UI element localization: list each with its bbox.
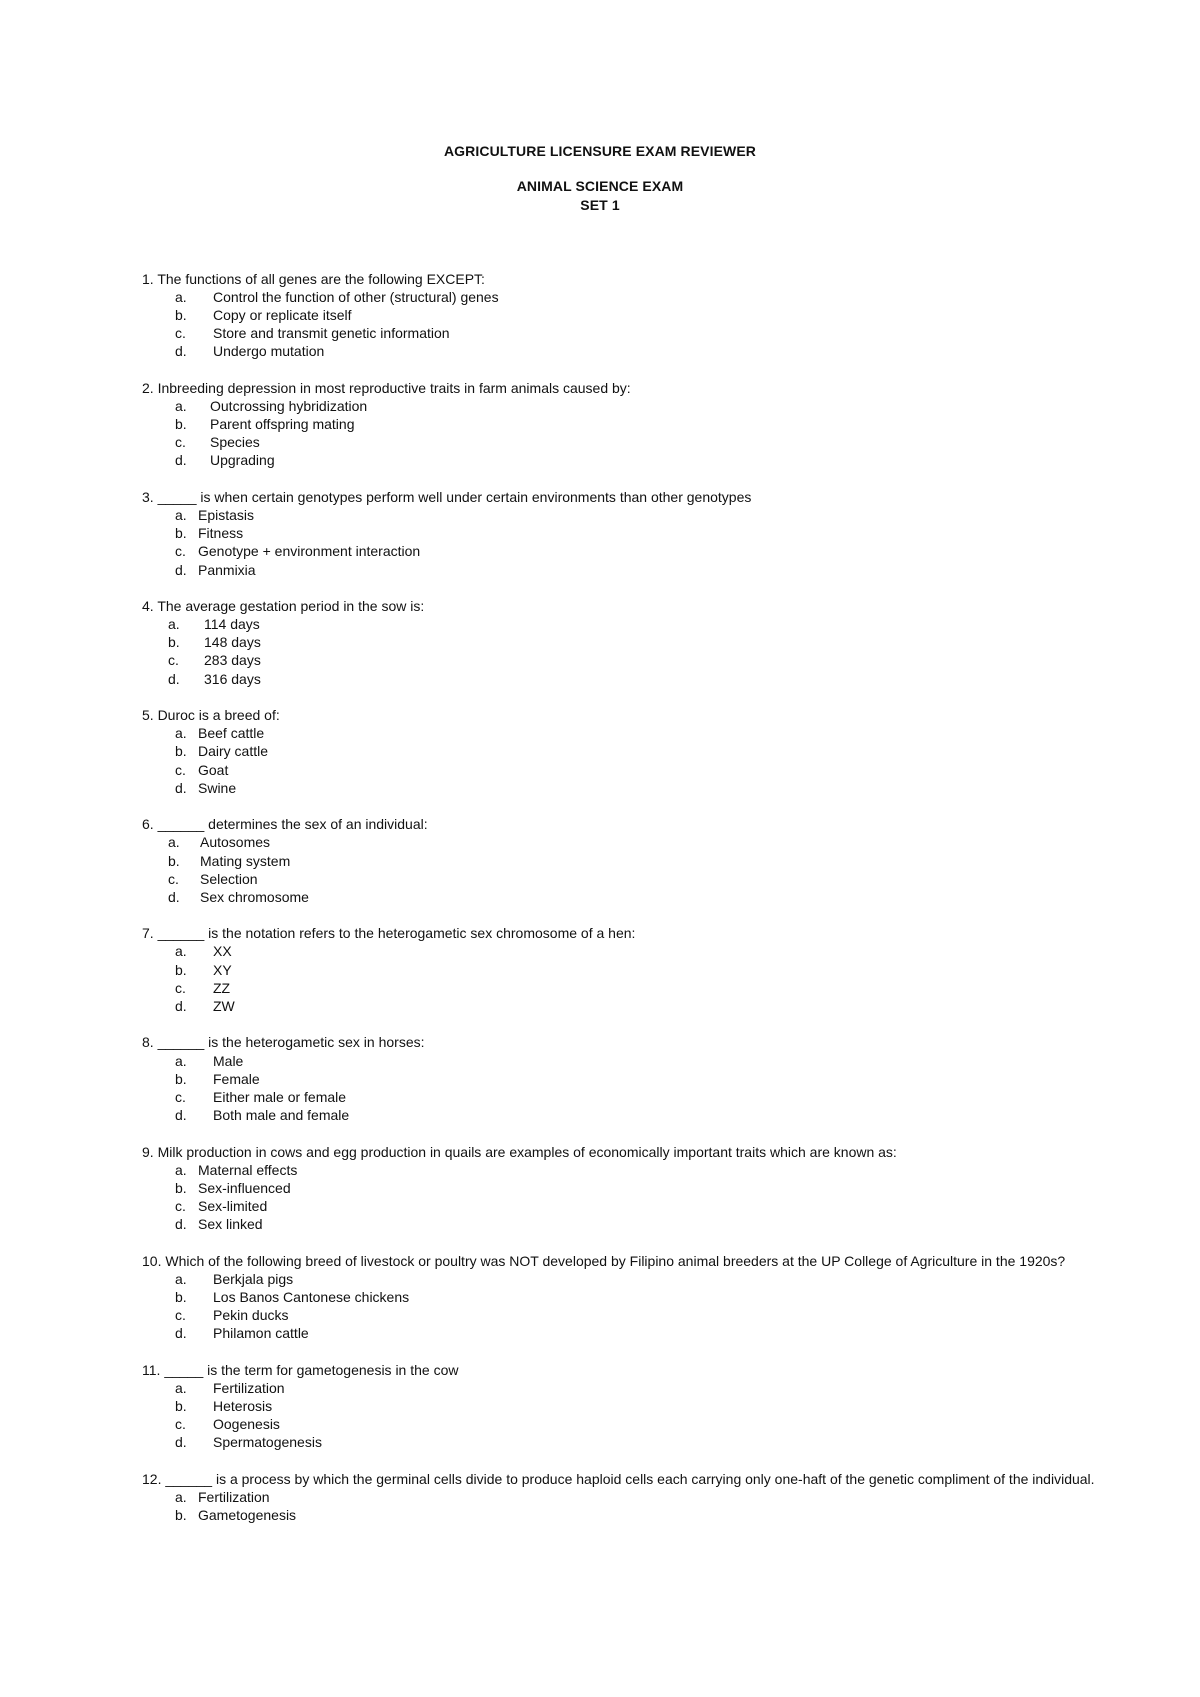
option-letter: a. [175, 1161, 187, 1178]
option-text: XY [213, 961, 232, 978]
option-text: Autosomes [200, 834, 271, 851]
answer-option [0, 1324, 1200, 1342]
option-text: Outcrossing hybridization [210, 398, 368, 415]
option-text: Fitness [198, 525, 244, 542]
question-item [0, 1033, 1200, 1123]
answer-option [0, 724, 1200, 742]
option-text: Either male or female [213, 1088, 347, 1105]
option-text: Dairy cattle [198, 743, 269, 760]
question-stem: 11. _____ is the term for gametogenesis in the cow [142, 1361, 459, 1378]
answer-option [0, 779, 1200, 797]
option-letter: c. [175, 1306, 186, 1323]
option-text: Epistasis [198, 507, 255, 524]
answer-option [0, 1106, 1200, 1124]
option-text: Upgrading [210, 452, 275, 469]
answer-option [0, 1197, 1200, 1215]
option-text: 148 days [204, 634, 261, 651]
option-text: Swine [198, 779, 237, 796]
question-item [0, 1470, 1200, 1524]
option-text: Mating system [200, 852, 291, 869]
option-letter: a. [175, 398, 187, 415]
option-letter: c. [175, 1415, 186, 1432]
option-letter: d. [175, 1215, 187, 1232]
option-text: Genotype + environment interaction [198, 543, 421, 560]
option-letter: a. [175, 507, 187, 524]
question-item [0, 924, 1200, 1014]
option-text: Selection [200, 870, 258, 887]
answer-option [0, 942, 1200, 960]
option-text: Copy or replicate itself [213, 307, 352, 324]
option-letter: a. [175, 1488, 187, 1505]
option-letter: b. [175, 961, 187, 978]
option-letter: d. [168, 888, 180, 905]
option-text: Both male and female [213, 1106, 350, 1123]
answer-option [0, 1488, 1200, 1506]
answer-option [0, 342, 1200, 360]
option-letter: c. [168, 870, 179, 887]
answer-option [0, 615, 1200, 633]
answer-option [0, 1379, 1200, 1397]
answer-option [0, 451, 1200, 469]
answer-option [0, 415, 1200, 433]
option-letter: b. [175, 1070, 187, 1087]
option-text: Philamon cattle [213, 1324, 309, 1341]
option-letter: c. [175, 1088, 186, 1105]
answer-option [0, 1270, 1200, 1288]
option-text: Sex chromosome [200, 888, 309, 905]
question-stem: 10. Which of the following breed of livestock or poultry was NOT developed by Filipino animal breeders at the UP College of Agriculture in the 1920s? [142, 1252, 1066, 1269]
option-letter: b. [175, 525, 187, 542]
answer-option [0, 742, 1200, 760]
question-stem: 7. ______ is the notation refers to the heterogametic sex chromosome of a hen: [142, 925, 636, 942]
answer-option [0, 997, 1200, 1015]
question-stem: 8. ______ is the heterogametic sex in horses: [142, 1034, 425, 1051]
answer-option [0, 1052, 1200, 1070]
question-list [0, 270, 1200, 1543]
option-text: Panmixia [198, 561, 256, 578]
option-text: Undergo mutation [213, 343, 325, 360]
option-letter: b. [175, 1506, 187, 1523]
answer-option [0, 670, 1200, 688]
option-text: Male [213, 1052, 244, 1069]
option-text: Heterosis [213, 1397, 273, 1414]
option-letter: c. [175, 434, 186, 451]
option-text: Parent offspring mating [210, 416, 355, 433]
option-text: Species [210, 434, 260, 451]
option-letter: b. [168, 634, 180, 651]
option-letter: c. [168, 652, 179, 669]
option-text: Berkjala pigs [213, 1270, 294, 1287]
question-stem: 2. Inbreeding depression in most reproductive traits in farm animals caused by: [142, 380, 631, 397]
option-letter: a. [175, 1270, 187, 1287]
option-text: 114 days [204, 616, 260, 633]
answer-option [0, 1179, 1200, 1197]
option-text: Control the function of other (structural) genes [213, 289, 499, 306]
option-text: ZZ [213, 979, 231, 996]
question-item [0, 597, 1200, 687]
option-text: Spermatogenesis [213, 1434, 322, 1450]
option-letter: d. [175, 1434, 187, 1450]
answer-option [0, 761, 1200, 779]
question-stem: 4. The average gestation period in the sow is: [142, 598, 425, 615]
question-item [0, 706, 1200, 796]
answer-option [0, 961, 1200, 979]
answer-option [0, 288, 1200, 306]
question-item [0, 488, 1200, 578]
question-stem: 3. _____ is when certain genotypes perform well under certain environments than other genotypes [142, 489, 752, 506]
option-text: Female [213, 1070, 260, 1087]
option-text: Fertilization [213, 1379, 285, 1396]
option-text: 283 days [204, 652, 261, 669]
option-text: Sex linked [198, 1215, 263, 1232]
option-letter: a. [175, 725, 187, 742]
answer-option [0, 1506, 1200, 1524]
option-text: Maternal effects [198, 1161, 298, 1178]
option-text: Fertilization [198, 1488, 270, 1505]
question-stem: 6. ______ determines the sex of an individual: [142, 816, 428, 833]
option-text: Oogenesis [213, 1415, 280, 1432]
answer-option [0, 1306, 1200, 1324]
answer-option [0, 1215, 1200, 1233]
answer-option [0, 433, 1200, 451]
option-letter: b. [175, 1179, 187, 1196]
option-letter: d. [175, 1106, 187, 1123]
option-text: Store and transmit genetic information [213, 325, 450, 342]
answer-option [0, 506, 1200, 524]
option-letter: d. [175, 997, 187, 1014]
option-letter: b. [168, 852, 180, 869]
option-letter: d. [175, 1324, 187, 1341]
option-letter: c. [175, 325, 186, 342]
option-letter: d. [175, 561, 187, 578]
option-letter: b. [175, 1288, 187, 1305]
answer-option [0, 633, 1200, 651]
option-letter: b. [175, 743, 187, 760]
option-letter: d. [175, 343, 187, 360]
answer-option [0, 870, 1200, 888]
answer-option [0, 1088, 1200, 1106]
option-text: Beef cattle [198, 725, 265, 742]
question-item [0, 1361, 1200, 1451]
option-text: Gametogenesis [198, 1506, 297, 1523]
answer-option [0, 1070, 1200, 1088]
option-text: Los Banos Cantonese chickens [213, 1288, 410, 1305]
option-letter: c. [175, 761, 186, 778]
option-letter: a. [175, 1052, 187, 1069]
option-letter: b. [175, 1397, 187, 1414]
option-letter: a. [168, 834, 180, 851]
question-item [0, 379, 1200, 469]
option-text: Goat [198, 761, 229, 778]
question-item [0, 815, 1200, 905]
option-letter: d. [175, 452, 187, 469]
answer-option [0, 397, 1200, 415]
option-text: Sex-influenced [198, 1179, 291, 1196]
answer-option [0, 1288, 1200, 1306]
set-label: SET 1 [580, 197, 620, 213]
answer-option [0, 324, 1200, 342]
option-letter: a. [175, 289, 187, 306]
option-text: Sex-limited [198, 1197, 268, 1214]
answer-option [0, 561, 1200, 579]
answer-option [0, 852, 1200, 870]
answer-option [0, 979, 1200, 997]
question-item [0, 1143, 1200, 1233]
document-title: AGRICULTURE LICENSURE EXAM REVIEWER [443, 143, 757, 159]
option-text: 316 days [204, 670, 261, 687]
option-letter: a. [175, 943, 187, 960]
option-letter: c. [175, 979, 186, 996]
answer-option [0, 1161, 1200, 1179]
question-item [0, 1252, 1200, 1342]
answer-option [0, 1397, 1200, 1415]
option-letter: b. [175, 307, 187, 324]
option-text: ZW [213, 997, 235, 1014]
answer-option [0, 1433, 1200, 1451]
option-letter: a. [168, 616, 180, 633]
option-letter: c. [175, 1197, 186, 1214]
question-stem: 9. Milk production in cows and egg production in quails are examples of economically important traits which are known as: [142, 1143, 897, 1160]
option-text: XX [213, 943, 232, 960]
question-item [0, 270, 1200, 360]
answer-option [0, 833, 1200, 851]
answer-option [0, 1415, 1200, 1433]
option-letter: b. [175, 416, 187, 433]
answer-option [0, 306, 1200, 324]
option-letter: a. [175, 1379, 187, 1396]
option-letter: d. [168, 670, 180, 687]
answer-option [0, 542, 1200, 560]
answer-option [0, 888, 1200, 906]
option-text: Pekin ducks [213, 1306, 289, 1323]
exam-subtitle: ANIMAL SCIENCE EXAM [516, 178, 684, 194]
question-stem: 12. ______ is a process by which the germinal cells divide to produce haploid cells each carrying only one-haft of the genetic compliment of the individual. [142, 1470, 1095, 1487]
answer-option [0, 524, 1200, 542]
question-stem: 5. Duroc is a breed of: [142, 707, 280, 724]
option-letter: c. [175, 543, 186, 560]
question-stem: 1. The functions of all genes are the following EXCEPT: [142, 271, 485, 287]
answer-option [0, 651, 1200, 669]
option-letter: d. [175, 779, 187, 796]
